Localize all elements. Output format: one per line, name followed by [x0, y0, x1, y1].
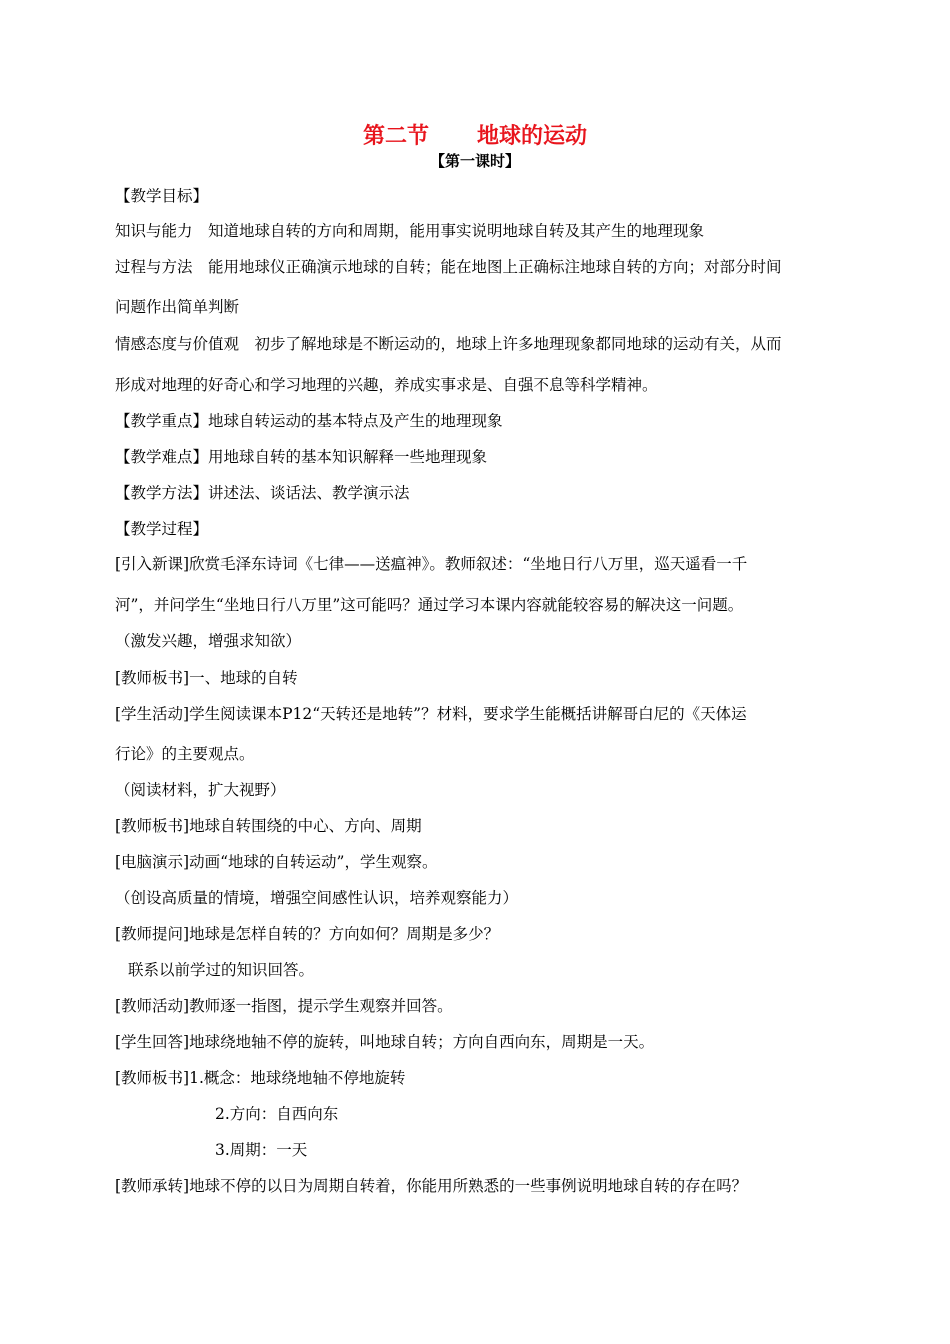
paragraph-line: [教师提问]地球是怎样自转的？方向如何？周期是多少？ — [115, 925, 500, 943]
paragraph-line: （阅读材料，扩大视野） — [115, 781, 286, 799]
paragraph-line: 问题作出简单判断 — [115, 298, 240, 316]
title-topic: 地球的运动 — [477, 123, 588, 149]
paragraph-line: [电脑演示]动画“地球的自转运动”，学生观察。 — [115, 853, 438, 871]
paragraph-line: （创设高质量的情境，增强空间感性认识，培养观察能力） — [115, 889, 519, 907]
paragraph-line: [学生回答]地球绕地轴不停的旋转，叫地球自转；方向自西向东，周期是一天。 — [115, 1033, 655, 1051]
document-subtitle: 【第一课时】 — [429, 152, 520, 170]
list-item: 2.方向：自西向东 — [215, 1105, 339, 1123]
heading-teaching-process: 【教学过程】 — [115, 520, 209, 538]
paragraph-line: 情感态度与价值观 初步了解地球是不断运动的，地球上许多地理现象都同地球的运动有关，从而 — [115, 335, 782, 353]
paragraph-line: 形成对地理的好奇心和学习地理的兴趣，养成实事求是、自强不息等科学精神。 — [115, 376, 658, 394]
paragraph-line: 联系以前学过的知识回答。 — [128, 961, 315, 979]
paragraph-line: 行论》的主要观点。 — [115, 745, 255, 763]
paragraph-line: 【教学难点】用地球自转的基本知识解释一些地理现象 — [115, 448, 488, 466]
paragraph-line: [教师承转]地球不停的以日为周期自转着，你能用所熟悉的一些事例说明地球自转的存在吗？ — [115, 1177, 748, 1195]
title-section: 第二节 — [362, 123, 429, 149]
heading-teaching-goals: 【教学目标】 — [115, 187, 209, 205]
document-title — [0, 120, 950, 152]
paragraph-line: [学生活动]学生阅读课本P12“天转还是地转”？材料，要求学生能概括讲解哥白尼的《天体运 — [115, 705, 747, 723]
paragraph-line: 【教学方法】讲述法、谈话法、教学演示法 — [115, 484, 410, 502]
paragraph-line: [教师板书]1.概念：地球绕地轴不停地旋转 — [115, 1069, 406, 1087]
paragraph-line: 【教学重点】地球自转运动的基本特点及产生的地理现象 — [115, 412, 503, 430]
paragraph-line: （激发兴趣，增强求知欲） — [115, 632, 302, 650]
paragraph-line: [教师活动]教师逐一指图，提示学生观察并回答。 — [115, 997, 453, 1015]
paragraph-line: 知识与能力 知道地球自转的方向和周期，能用事实说明地球自转及其产生的地理现象 — [115, 222, 705, 240]
list-item: 3.周期：一天 — [215, 1141, 308, 1159]
paragraph-line: [引入新课]欣赏毛泽东诗词《七律——送瘟神》。教师叙述：“坐地日行八万里，巡天遥看一千 — [115, 555, 748, 573]
paragraph-line: 河”，并问学生“坐地日行八万里”这可能吗？通过学习本课内容就能较容易的解决这一问题。 — [115, 596, 744, 614]
paragraph-line: [教师板书]地球自转围绕的中心、方向、周期 — [115, 817, 422, 835]
paragraph-line: [教师板书]一、地球的自转 — [115, 669, 298, 687]
paragraph-line: 过程与方法 能用地球仪正确演示地球的自转；能在地图上正确标注地球自转的方向；对部分时间 — [115, 258, 782, 276]
